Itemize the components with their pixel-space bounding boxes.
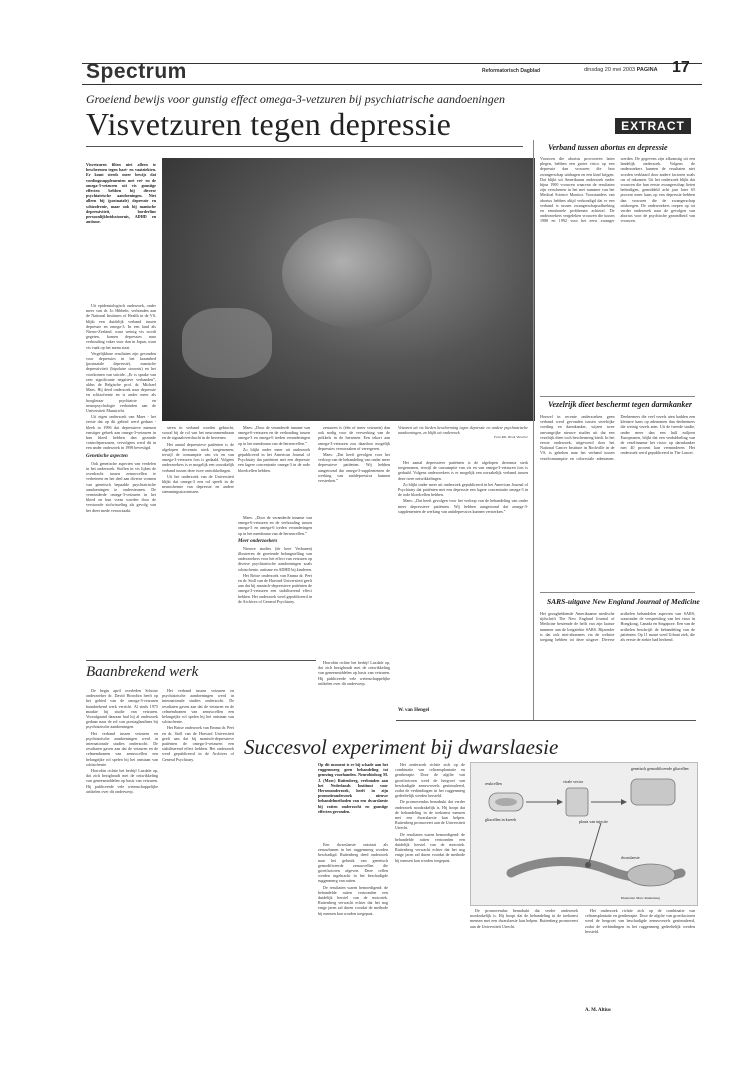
dwarslaesie-paragraph: De promovendus benadrukt dat verder onderzoek noodzakelijk is. Hij hoopt dat de behandeling in de toekomst mensen met een dwarslaesie kan helpen. Ruitenberg promoveert aan de Universiteit Utrecht. (470, 908, 578, 929)
dwarslaesie-column-1 (318, 842, 388, 1018)
baanbrekend-column-1 (86, 688, 158, 1018)
baanbrekend-title: Baanbrekend werk (86, 664, 199, 680)
sidebar-sars-title: SARS-uitgave New England Journal of Medicine (547, 597, 700, 606)
dwarslaesie-column-2 (395, 762, 465, 1018)
diagram-label-plaats: plaats van injectie (579, 819, 608, 824)
article-paragraph: zenuwen is (één of meer vetzuren) dan ook nodig voor de verwerking van de prikkels in de hersenen. Een tekort aan omega-3-vetzuren zou daardoor mogelijk depressies veroorzaken of verergeren. (318, 425, 390, 451)
sidebar-darmkanker-title: Vezelrijk dieet beschermt tegen darmkanker (548, 400, 692, 409)
article-paragraph: Maes: „Dat heeft gevolgen voor het verloop van de behandeling van onder meer depressieve patiënten. Wij hebben aangetoond dat omega-3-supplementen de werking van antidepressiva kunnen versterken.” (318, 452, 390, 484)
article-column-4 (318, 425, 390, 655)
section-title: Spectrum (86, 60, 187, 83)
diagram-label-reukcellen: reukcellen (485, 781, 502, 786)
baanbrekend-paragraph: Het Britse onderzoek van Emma dr. Peet en dr. Stoll van de Harvard Universiteit geeft aan dat bij manisch-depressieve patiënten de omega-3-vetzuren een stabiliserend effect hebben. Het onderzoek werd gepubliceerd in de Archives of General Psychiatry. (238, 572, 312, 604)
baanbrekend-column-2 (162, 688, 234, 1018)
diagram-label-dwarslaesie: dwarslaesie (621, 855, 640, 860)
dwarslaesie-paragraph: De resultaten waren bemoedigend: de behandelde ratten vertoonden een duidelijk herstel van de motoriek. Ruitenberg verwacht echter dat het nog enige jaren zal duren voordat de methode bij mensen kan worden toegepast. (318, 884, 388, 916)
baanbrekend-paragraph: De begin april overleden Schotse onderzoeker dr. David Horrobin heeft op het gebied van de omega-3-vetzuren baanbrekend werk verricht. Al sinds 1975 maakte hij studie van vetzuren. Voorafgaand daaraan had hij al onderzoek gedaan naar de rol van prostaglandines bij psychiatrische aandoeningen. (86, 688, 158, 730)
article-photo (162, 158, 535, 421)
article-paragraph: Het aantal depressieve patiënten is de afgelopen decennia sterk toegenomen, terwijl de consumptie van vis en van omega-3-vetzuren fors is gedaald. Volgens onderzoekers is er mogelijk een oorzakelijk verband tussen deze twee ontwikkelingen. (398, 460, 528, 481)
article-intro: Visvetzuren filten niet alleen te beschermen tegen hart- en vaatziekten. Er komt steeds meer bewijs dat voedingssupplementen met vet- en de omega-3-vetzuren uit vis gunstige effecten hebben bij diverse psychiatrische aandoeningen. Niet alleen bij (postnatale) depressie en schizofrenie, maar ook bij manische depressiviteit, borderline persoonlijkheidsstoornis, ADHD en autisme. (86, 162, 156, 225)
headline-rule (86, 146, 523, 147)
page-date: dinsdag 20 mei 2003 (584, 67, 636, 73)
diagram-arrowhead-2 (621, 799, 627, 805)
page-number: 17 (672, 59, 690, 76)
article-column-1 (86, 303, 156, 655)
extract-logo (615, 118, 691, 134)
article-byline: W. van Hengel (398, 708, 430, 713)
photo-caption-text: Vetzuren uit vis bieden bescherming tegen depressie en andere psychiatrische aandoeningen, zo blijkt uit onderzoek. (398, 425, 528, 436)
sidebar-rule-3 (540, 592, 695, 593)
dwarslaesie-title: Succesvol experiment bij dwarslaesie (244, 735, 559, 759)
sidebar-abortus-title: Verband tussen abortus en depressie (548, 143, 668, 152)
diagram-svg (471, 763, 697, 905)
diagram-injection-line (589, 823, 601, 863)
diagram-label-gliacel: gliacellen in kweek (485, 817, 517, 822)
article-paragraph: seren in verband worden gebracht, vooral bij de rol van het neuronmembraan en de signaaloverdracht in de hersenen. (162, 425, 234, 441)
article-paragraph: Uit het onderzoek van de Universiteit blijkt dat omega-3 een rol speelt in de neurochemie van depressie en andere stemmingsstoornissen. (162, 473, 234, 495)
baanbrekend-paragraph: Nieuwe studies (de heer Verbanen) illustreren de groeiende belangstelling van onderzoekers voor het effect van vetzuren op diverse psychiatrische aandoeningen zoals schizofrenie, autisme en ADHD bij kinderen. (238, 545, 312, 572)
extract-logo-text: EXTRACT (621, 119, 685, 133)
photo-caption (398, 425, 528, 455)
baanbrekend-paragraph: Het Britse onderzoek van Emma dr. Peet en dr. Stoll van de Harvard Universiteit geeft aan dat bij manisch-depressieve patiënten de omega-3-vetzuren een stabiliserend effect hebben. Het onderzoek werd gepubliceerd in de Archives of General Psychiatry. (162, 725, 234, 762)
dwarslaesie-diagram (470, 762, 698, 906)
dwarslaesie-paragraph: De resultaten waren bemoedigend: de behandelde ratten vertoonden een duidelijk herstel van de motoriek. Ruitenberg verwacht echter dat het nog enige jaren zal duren voordat de methode bij mensen kan worden toegepast. (395, 831, 465, 863)
photo-fish-shape (282, 218, 432, 328)
article-paragraph: Uit eigen onderzoek van Maes - het eerste dat op dit gebied werd gedaan - bleek in 1996 dat depressieve mensen ernstiger gebrek aan omega-3-vetzuren in hun bloed hebben dan gezonde controlepersonen, vervolgens werd dit in een ander onderzoek in 1998 bevestigd. (86, 414, 156, 451)
dwarslaesie-column-3 (470, 908, 578, 1018)
article-paragraph: Vergelijkbare resultaten zijn gevonden voor depressies in het kraambed (postnatale depressie), manische depressiviteit (bipolaire stoornis) en het voorkomen van suïcide. „Er is sprake van zeer significante negatieve verbanden”, aldus de Belgische prof. dr. Michael Maes. Hij deed onderzoek naar depressie en schizofrenie en is onder meer als hoogleraar psychiatrie en neuropsychologie verbonden aan de Universiteit Maastricht. (86, 350, 156, 414)
dwarslaesie-paragraph: De promovendus benadrukt dat verder onderzoek noodzakelijk is. Hij hoopt dat de behandeling in de toekomst mensen met een dwarslaesie kan helpen. Ruitenberg promoveert aan de Universiteit Utrecht. (395, 799, 465, 831)
photo-highlight (182, 308, 272, 378)
article-kicker: Groeiend bewijs voor gunstig effect omega-3-vetzuren bij psychiatrische aandoeningen (86, 92, 506, 106)
column-rule (533, 140, 534, 720)
diagram-credit: Illustratie: Marc Ruitenberg (621, 896, 661, 900)
article-subhead: Genetische aspecten (86, 453, 128, 459)
article-paragraph: Maes: „Door de veranderde inname van omega-6-vetzuren en de verhouding tussen omega-3 en omega-6 treden veranderingen op in het membraan van de hersencellen.” (238, 425, 310, 446)
article-paragraph: Het aantal depressieve patiënten is de afgelopen decennia sterk toegenomen, terwijl de consumptie van vis en van omega-3-vetzuren fors is gedaald. Volgens onderzoekers is er mogelijk een oorzakelijk verband tussen deze twee ontwikkelingen. (162, 441, 234, 473)
article-paragraph: Ook genetische aspecten van verdelen in het onderzoek. Stoffen in vis lijken de overdracht tussen zenuwcellen te verbeteren en het deel aan diverse vormen van genetisch bepaalde psychiatrische aandoeningen te ondersteunen. De verminderde omega-3-vetzuren in het bloed en hun vorm worden door de verstoorde stofwisseling als gevolg van het dieet mede veroorzaakt. (86, 460, 156, 513)
article-column-5 (398, 460, 528, 660)
article-column-3 (238, 425, 310, 515)
dwarslaesie-paragraph: Een dwarslaesie ontstaat als zenuwbanen in het ruggenmerg worden beschadigd. Ruitenberg deed onderzoek naar het gebruik van genetisch gemodificeerde zenuwcellen die groeifactoren afgeven. Deze cellen werden ingebracht in het beschadigde ruggenmerg van ratten. (318, 842, 388, 884)
diagram-injection-point (585, 862, 591, 868)
dwarslaesie-rule (396, 720, 696, 721)
dwarslaesie-column-4 (585, 908, 695, 1006)
diagram-arrowhead-1 (557, 799, 563, 805)
dwarslaesie-paragraph: Het onderzoek richtte zich op de combinatie van celtransplantatie en gentherapie. Door de afgifte van groeifactoren werd de hergroei van beschadigde zenuwvezels gestimuleerd, zodat de verbindingen in het ruggenmerg gedeeltelijk werden hersteld. (395, 762, 465, 799)
page-date-line (584, 67, 658, 73)
article-paragraph: Zo blijkt onder meer uit onderzoek gepubliceerd in het American Journal of Psychiatry dat patiënten met een depressie een lagere concentratie omega-3 in de rode bloedcellen hebben. (238, 446, 310, 473)
diagram-vial (566, 788, 588, 816)
baanbrekend-paragraph: Het verband tussen vetzuren en psychiatrische aandoeningen werd in internationale studies onderzocht. De resultaten gaven aan dat de vetzuren en de celmembranen van zenuwcellen een belangrijke rol spelen bij het ontstaan van schizofrenie. (86, 730, 158, 767)
baanbrekend-column-4 (318, 660, 390, 710)
diagram-label-virus: virale vector (563, 779, 584, 784)
sidebar-sars-text: Het gezaghebbende Amerikaanse medische tijdschrift The New England Journal of Medicine bestemde de helft van zijn laatste nummer aan de longziekte SARS. Bijzonder is dat ook niet-abonnees via de website toegang hebben tot deze uitgave. Diverse artikelen behandelen aspecten van SARS, waaronder de verspreiding van het virus in Hongkong, Canada en Singapore. Een van de artikelen beschrijft de behandeling van de patiënten. Op 11 maart werd Urbani ziek, die als eerste de ziekte had herkend. (540, 611, 695, 643)
baanbrekend-paragraph: Horrobin richtte het bedrijf Laxdale op, dat zich bezighoudt met de ontwikkeling van geneesmiddelen op basis van vetzuren. Hij publiceerde vele wetenschappelijke artikelen over dit onderwerp. (86, 768, 158, 794)
diagram-label-genetisch: genetisch gemodificeerde gliacellen (631, 766, 689, 771)
article-headline: Visvetzuren tegen depressie (86, 106, 452, 142)
baanbrekend-paragraph: Horrobin richtte het bedrijf Laxdale op, dat zich bezighoudt met de ontwikkeling van geneesmiddelen op basis van vetzuren. Hij publiceerde vele wetenschappelijke artikelen over dit onderwerp. (318, 660, 390, 686)
baanbrekend-column-3 (238, 515, 312, 1018)
baanbrekend-subhead: Meer onderzoekers (238, 538, 278, 544)
diagram-cell-cluster (495, 798, 517, 806)
article-paragraph: Maes: „Dat heeft gevolgen voor het verloop van de behandeling van onder meer depressieve patiënten. Wij hebben aangetoond dat omega-3-supplementen de werking van antidepressiva kunnen versterken.” (398, 498, 528, 514)
sidebar-rule-2 (540, 396, 695, 397)
diagram-rat-body (627, 864, 675, 886)
baanbrekend-paragraph: Maes: „Door de veranderde inname van omega-6-vetzuren en de verhouding tussen omega-3 en omega-6 treden veranderingen op in het membraan van de hersencellen.” (238, 515, 312, 536)
masthead-rule-bottom (82, 84, 702, 85)
page-word: PAGINA (636, 67, 658, 73)
article-column-2 (162, 425, 234, 515)
baanbrekend-paragraph: Het verband tussen vetzuren en psychiatrische aandoeningen werd in internationale studies onderzocht. De resultaten gaven aan dat de vetzuren en de celmembranen van zenuwcellen een belangrijke rol spelen bij het ontstaan van schizofrenie. (162, 688, 234, 725)
sidebar-abortus-text: Vrouwen die abortus provoceren laten plegen, hebben een groter risico op een depressie dan vrouwen die hun zwangerschap uitdragen en een kind krijgen. Dat blijkt uit Amerikaans onderzoek onder bijna 1900 vrouwen waarvan de resultaten zijn verschenen in het mei nummer van het Medical Science Monitor. Voorstanders van abortus hebben altijd verkondigd dat er een verband is tussen zwangerschapsafbreking en emotionele problemen achteraf. De onderzoekers vergeleken vrouwen die tussen 1980 en 1992 voor het eerst zwanger werden. De gegevens zijn afkomstig uit een landelijk onderzoek. Volgens de onderzoekers kunnen de resultaten niet worden verklaard door andere factoren zoals ras of inkomen. Uit het onderzoek blijkt dat vrouwen die hun eerste zwangerschap lieten beëindigen, gemiddeld acht jaar later 65 procent meer kans op een depressie hebben dan vrouwen die de zwangerschap uitdroegen. De onderzoekers roepen op tot verder onderzoek naar de gevolgen van abortus voor de psychische gezondheid van vrouwen. (540, 156, 695, 224)
paper-name: Reformatorisch Dagblad (482, 68, 541, 74)
article-paragraph: Zo blijkt onder meer uit onderzoek gepubliceerd in het American Journal of Psychiatry dat patiënten met een depressie een lagere concentratie omega-3 in de rode bloedcellen hebben. (398, 481, 528, 498)
dwarslaesie-author: A. M. Altius (585, 1008, 611, 1013)
diagram-modified-cells (631, 779, 675, 805)
article-paragraph: Uit epidemiologisch onderzoek, onder meer van dr. Jo Hibbeln, verbonden aan de National Institutes of Health in de VS, blijkt een duidelijk verband tussen depressie en omega-3. In een land als Nieuw-Zeeland, waar weinig vis wordt gegeten, komen depressies naar verhouding vaker voor dan in Japan, waar vis vaak op het menu staat. (86, 303, 156, 350)
photo-credit: Foto RD, Henk Visscher (494, 435, 528, 440)
dwarslaesie-lead: Op dit moment is er bij schade aan het ruggenmerg geen behandeling tot genezing voorhanden. Neurobioloog M. J. (Marc) Ruitenberg, verbonden aan het Nederlands Instituut voor Hersenonderzoek, heeft in zijn promotieonderzoek nieuwe behandelmethoden van een dwarslaesie bij ratten onderzocht en gunstige effecten gevonden. (318, 762, 388, 814)
dwarslaesie-paragraph: Het onderzoek richtte zich op de combinatie van celtransplantatie en gentherapie. Door de afgifte van groeifactoren werd de hergroei van beschadigde zenuwvezels gestimuleerd, zodat de verbindingen in het ruggenmerg gedeeltelijk werden hersteld. (585, 908, 695, 934)
sidebar-darmkanker-text: Hoewel in recente onderzoeken geen verband werd gevonden tussen vezelrijke voeding en darmkanker, wijzen twee omvangrijke nieuwe studies uit dat een vezelrijk dieet toch bescherming biedt. In het eerste onderzoek, uitgevoerd door het National Cancer Institute in Rockville in de VS, is gekeken naar het verband tussen vezelconsumptie en colorectale adenomen. Deelnemers die veel vezels aten hadden een kleinere kans op adenomen dan deelnemers die weinig vezels aten. Uit de tweede studie, onder meer dan een half miljoen Europeanen, blijkt dat een verdubbeling van de vezelinname het risico op darmkanker met 40 procent kan verminderen. Het onderzoek werd gepubliceerd in The Lancet. (540, 414, 695, 461)
